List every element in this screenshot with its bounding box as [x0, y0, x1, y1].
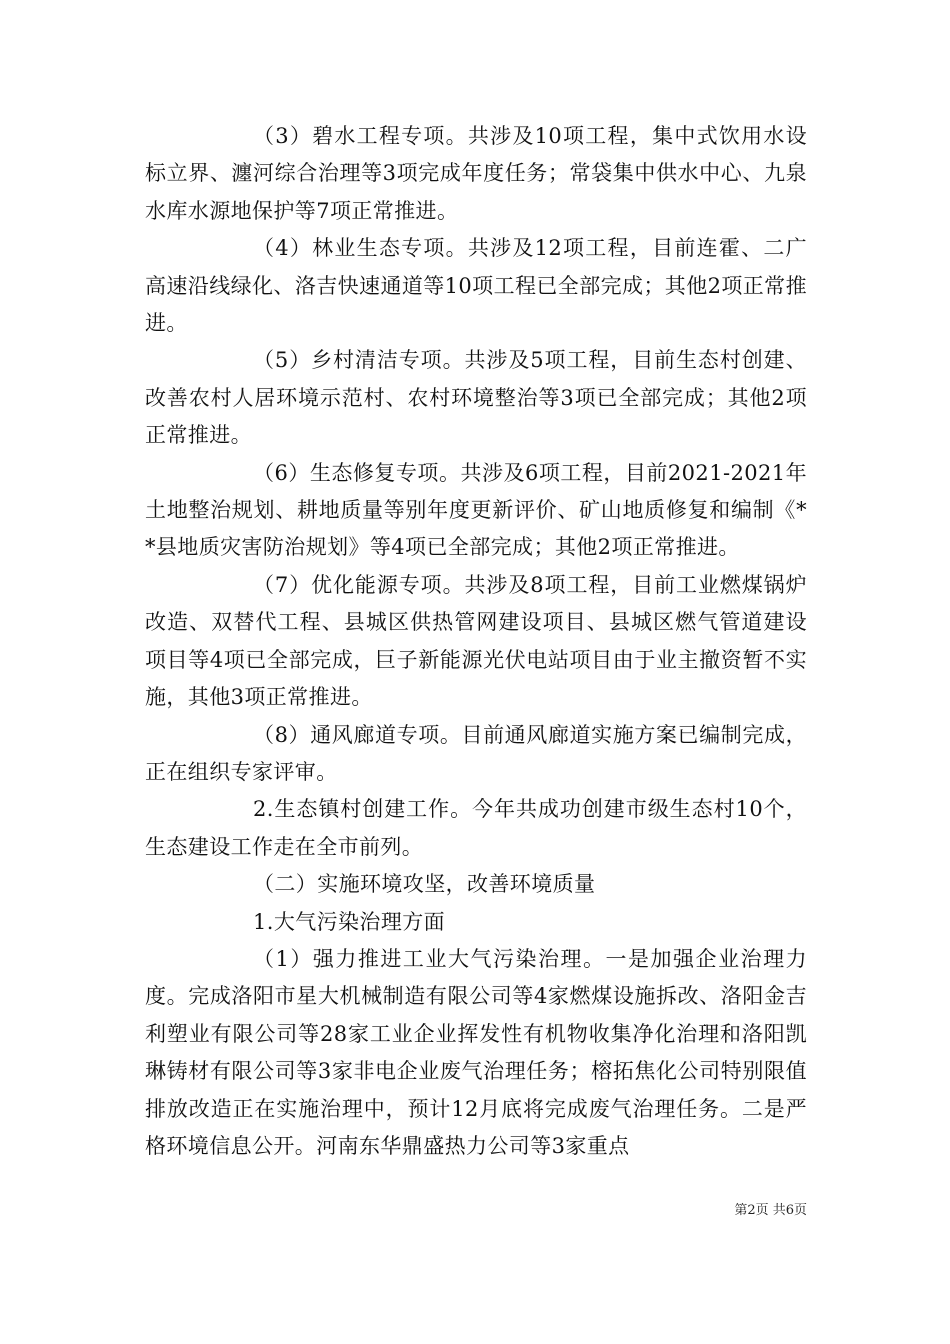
paragraph-biswater: （3）碧水工程专项。共涉及10项工程，集中式饮用水设标立界、瀍河综合治理等3项完成年度任务；常袋集中供水中心、九泉水库水源地保护等7项正常推进。 [145, 124, 807, 223]
paragraph-rural-clean: （5）乡村清洁专项。共涉及5项工程，目前生态村创建、改善农村人居环境示范村、农村环境整治等3项已全部完成；其他2项正常推进。 [145, 348, 807, 448]
paragraph-energy: （7）优化能源专项。共涉及8项工程，目前工业燃煤锅炉改造、双替代工程、县城区供热管网建设项目、县城区燃气管道建设项目等4项已全部完成，巨子新能源光伏电站项目由于业主撤资暂不实施，其他3项正常推进。 [145, 572, 807, 710]
page-footer: 第2页 共6页 [734, 1203, 807, 1218]
paragraph-forestry: （4）林业生态专项。共涉及12项工程，目前连霍、二广高速沿线绿化、洛吉快速通道等10项工程已全部完成；其他2项正常推进。 [145, 236, 807, 336]
section-heading: （二）实施环境攻坚，改善环境质量 [253, 872, 596, 897]
paragraph-eco-restore: （6）生态修复专项。共涉及6项工程，目前2021-2021年土地整治规划、耕地质量等别年度更新评价、矿山地质修复和编制《**县地质灾害防治规划》等4项已全部完成；其他2项正常推进。 [145, 460, 807, 560]
subsection-heading: 1.大气污染治理方面 [253, 909, 446, 934]
paragraph-air-pollution: （1）强力推进工业大气污染治理。一是加强企业治理力度。完成洛阳市星大机械制造有限公司等4家燃煤设施拆改、洛阳金吉利塑业有限公司等28家工业企业挥发性有机物收集净化治理和洛阳凯琳铸材有限公司等3家非电企业废气治理任务；榕拓焦化公司特别限值排放改造正在实施治理中，预计12月底将完成废气治理任务。二是严格环境信息公开。河南东华鼎盛热力公司等3家重点 [145, 946, 807, 1158]
paragraph-eco-village: 2.生态镇村创建工作。今年共成功创建市级生态村10个，生态建设工作走在全市前列。 [145, 797, 807, 859]
document-body [145, 118, 807, 1165]
paragraph-ventilation: （8）通风廊道专项。目前通风廊道实施方案已编制完成，正在组织专家评审。 [145, 722, 807, 784]
